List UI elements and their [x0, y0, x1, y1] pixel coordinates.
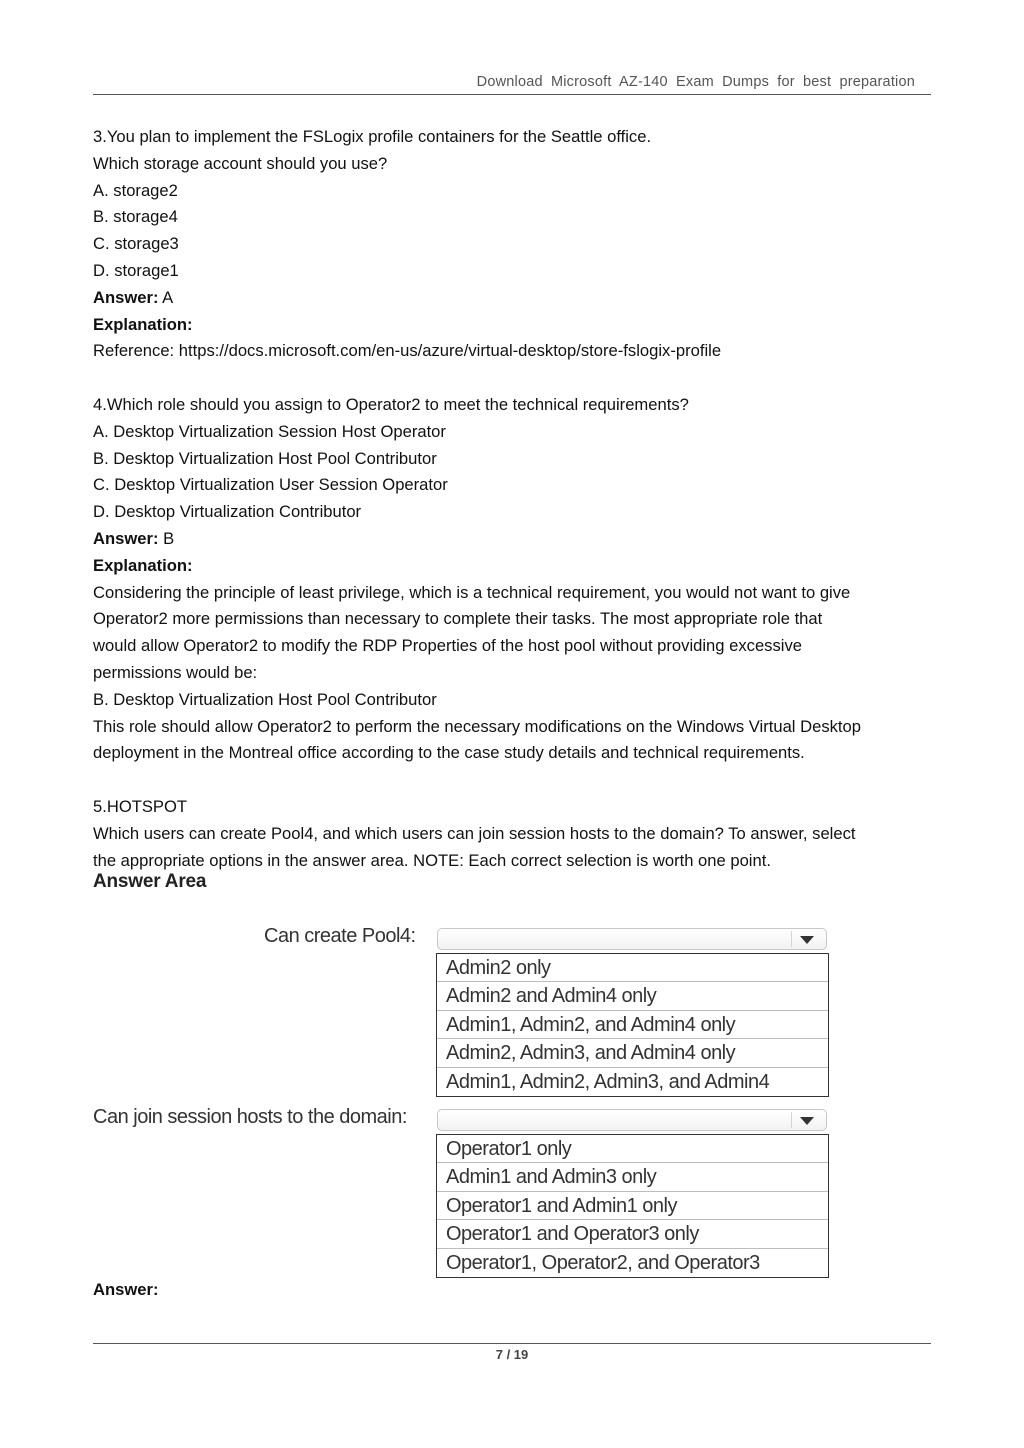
hotspot2-options [436, 1134, 829, 1278]
q4-explanation-line: Considering the principle of least privilege, which is a technical requirement, you would not want to give [93, 582, 851, 602]
q5-prompt-line: the appropriate options in the answer area. NOTE: Each correct selection is worth one point. [93, 850, 771, 870]
q4-option-a: A. Desktop Virtualization Session Host Operator [93, 421, 446, 441]
hotspot1-option[interactable]: Admin2 and Admin4 only [437, 982, 828, 1010]
q5-question: 5.HOTSPOT [93, 796, 188, 816]
q4-explanation-line: Operator2 more permissions than necessary to complete their tasks. The most appropriate role that [93, 609, 823, 629]
q3-option-a: A. storage2 [93, 180, 178, 200]
q4-answer-value: B [158, 528, 175, 548]
q3-answer [93, 285, 938, 312]
q4-explanation-line: This role should allow Operator2 to perform the necessary modifications on the Windows Virtual Desktop [93, 716, 861, 736]
chevron-down-icon [800, 936, 814, 944]
chevron-down-icon [800, 1117, 814, 1125]
hotspot2-option[interactable]: Operator1 only [437, 1135, 828, 1163]
hotspot1-dropdown[interactable] [437, 928, 827, 950]
hotspot1-options [436, 953, 829, 1097]
q4-explanation-line: permissions would be: [93, 662, 258, 682]
q4-option-c: C. Desktop Virtualization User Session Operator [93, 475, 448, 495]
q4-answer-label: Answer: [93, 528, 159, 548]
hotspot1-option[interactable]: Admin2 only [437, 954, 828, 982]
q3-explanation-label: Explanation: [93, 314, 193, 334]
hotspot1-option[interactable]: Admin1, Admin2, Admin3, and Admin4 [446, 1070, 770, 1093]
q4-answer [93, 526, 938, 553]
hotspot1-label: Can create Pool4: [264, 925, 416, 947]
q4-explanation-label: Explanation: [93, 555, 193, 575]
hotspot2-option[interactable]: Operator1 and Admin1 only [437, 1192, 828, 1220]
q5-prompt-line: Which users can create Pool4, and which users can join session hosts to the domain? To answer, select [93, 823, 856, 843]
hotspot2-dropdown[interactable] [437, 1109, 827, 1131]
q4-option-b: B. Desktop Virtualization Host Pool Contributor [93, 448, 437, 468]
hotspot1-dropdown-button[interactable] [791, 931, 822, 947]
q3-option-b: B. storage4 [93, 207, 178, 227]
hotspot2-dropdown-button[interactable] [791, 1112, 822, 1128]
q4-explanation-line: would allow Operator2 to modify the RDP Properties of the host pool without providing excessive [93, 636, 802, 656]
q4-question: 4.Which role should you assign to Operator2 to meet the technical requirements? [93, 394, 689, 414]
page-number: 7 / 19 [495, 1347, 529, 1362]
q3-reference: Reference: https://docs.microsoft.com/en-us/azure/virtual-desktop/store-fslogix-profile [93, 341, 722, 361]
q3-option-c: C. storage3 [93, 234, 179, 254]
hotspot2-option[interactable]: Operator1 and Operator3 only [437, 1220, 828, 1248]
page-content [93, 124, 938, 874]
q4-option-d: D. Desktop Virtualization Contributor [93, 502, 362, 522]
q5-answer-label: Answer: [93, 1280, 159, 1299]
page-footer [93, 1343, 931, 1362]
q3-answer-label: Answer: [93, 287, 159, 307]
hotspot1-option[interactable]: Admin2, Admin3, and Admin4 only [437, 1039, 828, 1067]
q3-answer-value: A [158, 287, 174, 307]
hotspot2-option[interactable]: Operator1, Operator2, and Operator3 [446, 1251, 760, 1274]
q3-prompt: Which storage account should you use? [93, 153, 388, 173]
header-text: Download Microsoft AZ-140 Exam Dumps for best preparation [476, 74, 915, 90]
q3-question: 3.You plan to implement the FSLogix profile containers for the Seattle office. [93, 127, 652, 146]
hotspot2-label: Can join session hosts to the domain: [93, 1106, 407, 1128]
q3-option-d: D. storage1 [93, 260, 179, 280]
page-header [93, 72, 931, 95]
q4-explanation-line: deployment in the Montreal office according to the case study details and technical requirements. [93, 743, 805, 763]
answer-area-title: Answer Area [93, 871, 207, 892]
q4-explanation-line: B. Desktop Virtualization Host Pool Contributor [93, 689, 437, 709]
hotspot2-option[interactable]: Admin1 and Admin3 only [437, 1163, 828, 1191]
hotspot1-option[interactable]: Admin1, Admin2, and Admin4 only [437, 1011, 828, 1039]
